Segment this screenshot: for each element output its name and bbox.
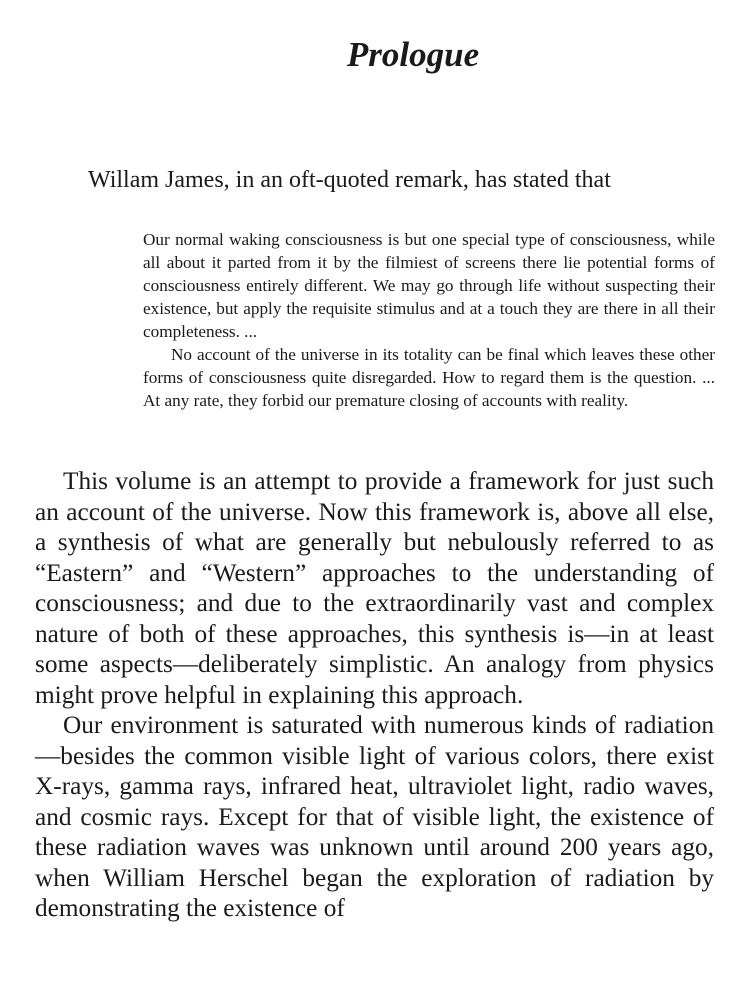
quote-paragraph-1: Our normal waking consciousness is but one special type of consciousness, while all about it parted from it by the filmiest of screens there lie potential forms of consciousness entirely different. We may go through life without suspecting their existence, but apply the requisite stimulus and at a touch they are there in all their completeness. ... bbox=[143, 230, 715, 341]
quote-paragraph-2: No account of the universe in its totality can be final which leaves these other forms of consciousness quite disregarded. How to regard them is the question. ... At any rate, they forbid our premature closing of accounts with reality. bbox=[143, 345, 715, 410]
block-quote bbox=[143, 228, 715, 412]
chapter-title: Prologue bbox=[346, 35, 480, 74]
intro-line: Willam James, in an oft-quoted remark, has stated that bbox=[88, 167, 611, 193]
body-text bbox=[35, 466, 714, 924]
body-paragraph-1: This volume is an attempt to provide a framework for just such an account of the universe. Now this framework is, above all else, a synthesis of what are generally but nebulously referred to as “Eastern” and “Western” approaches to the understanding of consciousness; and due to the extraordinarily vast and complex nature of both of these approaches, this synthesis is—in at least some aspects—deliberately simplistic. An analogy from physics might prove helpful in explaining this approach. bbox=[35, 467, 714, 709]
body-paragraph-2: Our environment is saturated with numerous kinds of radiation—besides the common visible light of various colors, there exist X-rays, gamma rays, infrared heat, ultraviolet light, radio waves, and cosmic rays. Except for that of visible light, the existence of these radiation waves was unknown until around 200 years ago, when William Herschel began the exploration of radiation by demonstrating the existence of bbox=[35, 711, 714, 922]
